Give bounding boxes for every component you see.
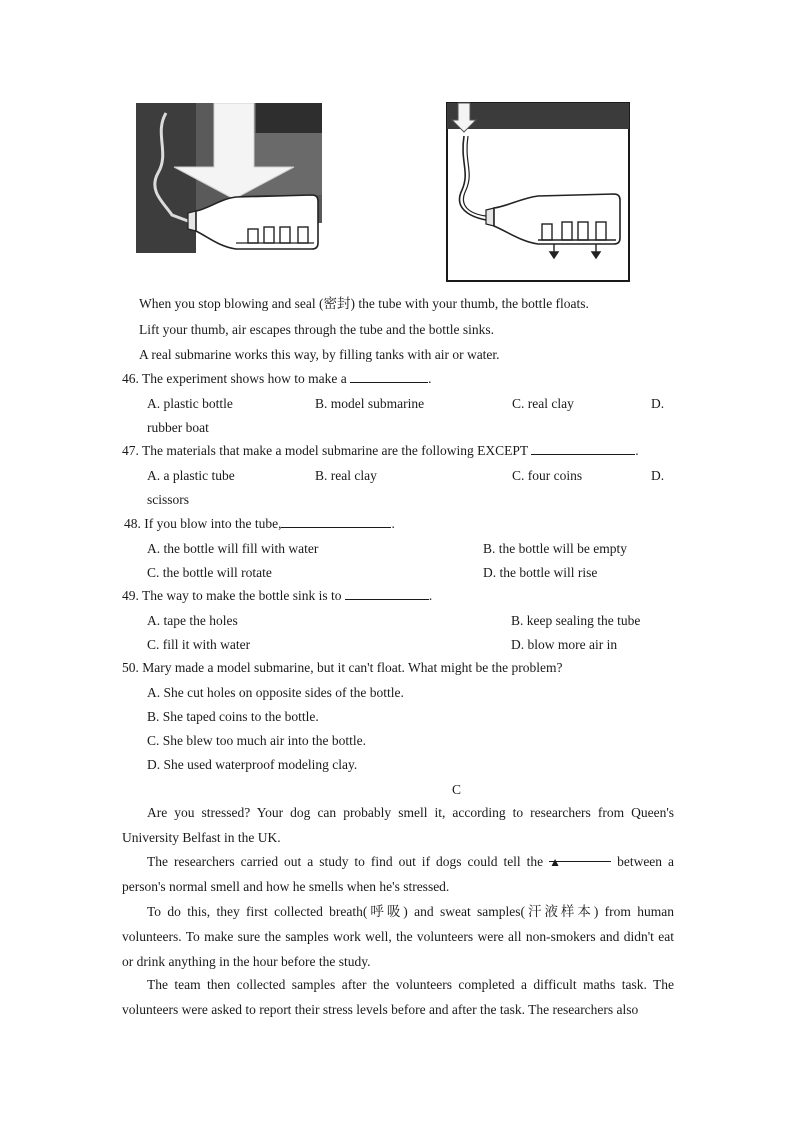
blank-marker-icon: ▲: [549, 855, 561, 869]
answer-blank-49[interactable]: [345, 587, 429, 600]
option-49-d[interactable]: D. blow more air in: [511, 637, 618, 652]
option-48-d[interactable]: D. the bottle will rise: [483, 565, 598, 580]
question-47-stem: 47. The materials that make a model submarine are the following EXCEPT .: [122, 443, 639, 458]
question-46-stem: 46. The experiment shows how to make a .: [122, 371, 432, 386]
option-47-d-text: scissors: [147, 492, 190, 507]
option-48-c[interactable]: C. the bottle will rotate: [147, 565, 272, 580]
option-47-b[interactable]: B. real clay: [315, 468, 377, 483]
option-47-c[interactable]: C. four coins: [512, 468, 583, 483]
answer-blank-47[interactable]: [531, 442, 635, 455]
section-c-paragraph-4: The team then collected samples after the volunteers completed a difficult maths task. The volunteers were asked to report their stress levels before and after the task. The researchers also: [122, 977, 674, 1017]
option-46-a[interactable]: A. plastic bottle: [147, 396, 233, 411]
section-c-paragraph-2: The researchers carried out a study to find out if dogs could tell the ▲ between a person's normal smell and how he smells when he's stressed.: [122, 849, 674, 899]
option-46-b[interactable]: B. model submarine: [315, 396, 425, 411]
answer-blank-c1[interactable]: [549, 849, 611, 869]
intro-line-3: A real submarine works this way, by filling tanks with air or water.: [139, 347, 500, 362]
question-49-stem: 49. The way to make the bottle sink is to .: [122, 588, 433, 603]
question-50-stem: 50. Mary made a model submarine, but it can't float. What might be the problem?: [122, 660, 563, 675]
option-50-b[interactable]: B. She taped coins to the bottle.: [147, 709, 319, 724]
option-46-c[interactable]: C. real clay: [512, 396, 574, 411]
section-c-paragraph-1: Are you stressed? Your dog can probably smell it, according to researchers from Queen's University Belfast in the UK.: [122, 805, 674, 845]
bottle-sinking-figure: [446, 102, 630, 282]
bottle-blowing-figure: [136, 103, 322, 259]
option-46-d-text: rubber boat: [147, 420, 209, 435]
option-50-d[interactable]: D. She used waterproof modeling clay.: [147, 757, 358, 772]
option-50-c[interactable]: C. She blew too much air into the bottle.: [147, 733, 366, 748]
option-49-b[interactable]: B. keep sealing the tube: [511, 613, 641, 628]
question-48-stem: 48. If you blow into the tube, .: [124, 516, 395, 531]
option-49-c[interactable]: C. fill it with water: [147, 637, 251, 652]
intro-line-1: When you stop blowing and seal (密封) the tube with your thumb, the bottle floats.: [139, 296, 589, 311]
option-47-d[interactable]: D.: [651, 468, 665, 483]
option-48-b[interactable]: B. the bottle will be empty: [483, 541, 627, 556]
section-c-title: C: [452, 782, 462, 797]
option-49-a[interactable]: A. tape the holes: [147, 613, 238, 628]
section-c-paragraph-3: To do this, they first collected breath(呼吸) and sweat samples(汗液样本) from human volunteers. To make sure the samples work well, the volunteers were all non-smokers and didn't eat or drink anything in the hour before the study.: [122, 904, 674, 969]
intro-line-2: Lift your thumb, air escapes through the tube and the bottle sinks.: [139, 322, 495, 337]
option-47-a[interactable]: A. a plastic tube: [147, 468, 235, 483]
option-46-d[interactable]: D.: [651, 396, 665, 411]
option-50-a[interactable]: A. She cut holes on opposite sides of the bottle.: [147, 685, 404, 700]
option-48-a[interactable]: A. the bottle will fill with water: [147, 541, 319, 556]
answer-blank-46[interactable]: [350, 370, 428, 383]
answer-blank-48[interactable]: [281, 515, 391, 528]
